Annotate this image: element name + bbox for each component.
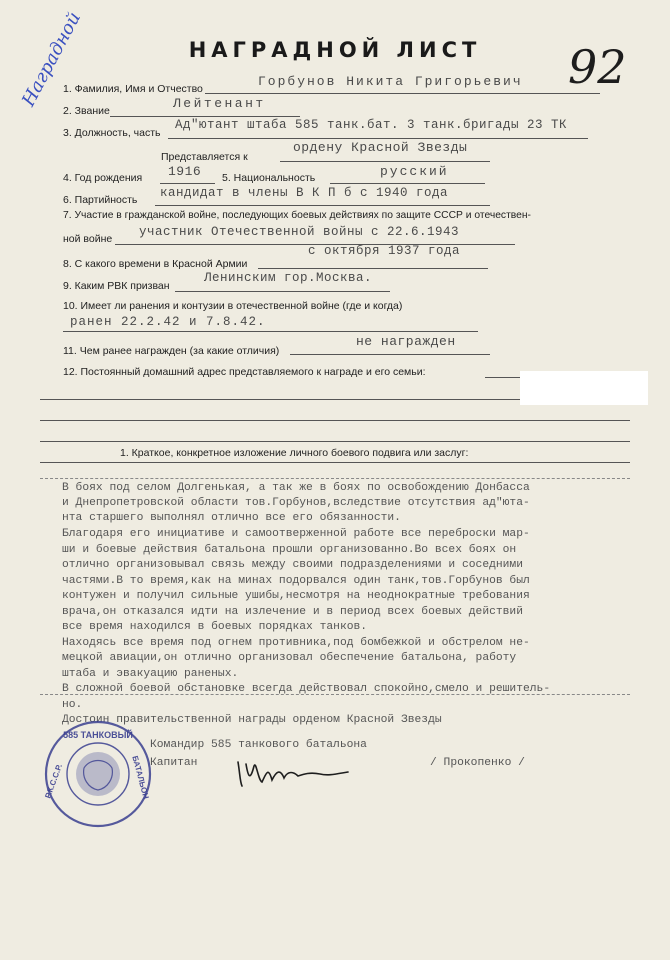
field-war-participation-value: участник Отечественной войны с 22.6.1943 [139,225,460,239]
field-name-label: 1. Фамилия, Имя и Отчество [63,83,203,95]
narrative-line: мецкой авиации,он отлично организовал обеспечение батальона, работу [62,652,517,664]
narrative-line: врача,он отказался идти на излечение и в период всех боевых действий [62,606,523,618]
field-army-since-value: с октября 1937 года [308,244,461,258]
redacted-address [520,371,648,405]
corner-handwritten-note: Наградной [18,8,86,110]
field-rank-value: Лейтенант [173,96,266,111]
narrative-line: Благодаря его инициативе и самоотверженной работе все переброски мар- [62,528,530,540]
battalion-stamp [38,718,158,830]
field-war-participation-label-2: ной войне [63,233,113,245]
field-draft-office-label: 9. Каким РВК призван [63,280,170,292]
document-title: НАГРАДНОЙ ЛИСТ [188,38,482,62]
narrative-line: В сложной боевой обстановке всегда действовал спокойно,смело и решитель- [62,683,551,695]
field-rank-label: 2. Звание [63,105,110,117]
field-birth-year-label: 4. Год рождения [63,172,143,184]
field-birth-year-value: 1916 [168,164,202,179]
commander-name: / Прокопенко / [430,757,525,769]
field-party-value: кандидат в члены В К П б с 1940 года [160,186,449,200]
field-previous-awards-label: 11. Чем ранее награжден (за какие отличия) [63,345,280,357]
field-draft-office-value: Ленинским гор.Москва. [204,271,373,285]
svg-text:БАТАЛЬОН: БАТАЛЬОН [130,754,151,800]
narrative-line: Достоин правительственной награды орденом Красной Звезды [62,714,442,726]
field-position-value: Ад"ютант штаба 585 танк.бат. 3 танк.бригады 23 ТК [175,118,568,132]
field-previous-awards-value: не награжден [356,334,456,349]
narrative-line: ши и боевые действия батальона прошли организованно.Во всех боях он [62,544,517,556]
narrative-line: но. [62,699,83,711]
svg-text:585 ТАНКОВЫЙ: 585 ТАНКОВЫЙ [63,730,133,740]
field-position-label: 3. Должность, часть [63,127,161,139]
narrative-line: контужен и получил сильные ушибы,несмотря на неоднократные требования [62,590,530,602]
svg-text:Р.К.С.С.Р.: Р.К.С.С.Р. [43,762,65,800]
field-home-address-label: 12. Постоянный домашний адрес представляемого к награде и его семьи: [63,366,426,378]
presented-value: ордену Красной Звезды [293,140,468,155]
narrative-line: Находясь все время под огнем противника,под бомбежкой и обстрелом не- [62,637,530,649]
narrative-line: отлично организовывал связь между своими подразделениями и соседними [62,559,523,571]
commander-rank: Капитан [150,757,198,769]
commander-signature [232,752,362,792]
field-name-value: Горбунов Никита Григорьевич [258,74,523,89]
narrative-line: все время находился в боевых порядках танков. [62,621,368,633]
field-nationality-value: русский [380,164,449,179]
field-wounds-label: 10. Имеет ли ранения и контузии в отечественной войне (где и когда) [63,300,403,312]
presented-label: Представляется к [161,151,248,163]
sheet-number: 92 [568,40,627,94]
field-party-label: 6. Партийность [63,194,138,206]
field-wounds-value: ранен 22.2.42 и 7.8.42. [70,315,266,329]
narrative-line: и Днепропетровской области тов.Горбунов,вследствие отсутствия ад"юта- [62,497,530,509]
narrative-line: штаба и эвакуацию раненых. [62,668,239,680]
commander-title: Командир 585 танкового батальона [150,739,367,751]
field-nationality-label: 5. Национальность [222,172,316,184]
field-war-participation-label-1: 7. Участие в гражданской войне, последующих боевых действиях по защите СССР и отечествен- [63,210,531,221]
narrative-line: частями.В то время,как на минах подорвался один танк,тов.Горбунов был [62,575,530,587]
section-heading: 1. Краткое, конкретное изложение личного боевого подвига или заслуг: [120,447,469,459]
narrative-line: нта старшего выполнял отлично все его обязанности. [62,512,401,524]
narrative-line: В боях под селом Долгенькая, а так же в боях по освобождению Донбасса [62,482,530,494]
field-army-since-label: 8. С какого времени в Красной Армии [63,258,248,270]
